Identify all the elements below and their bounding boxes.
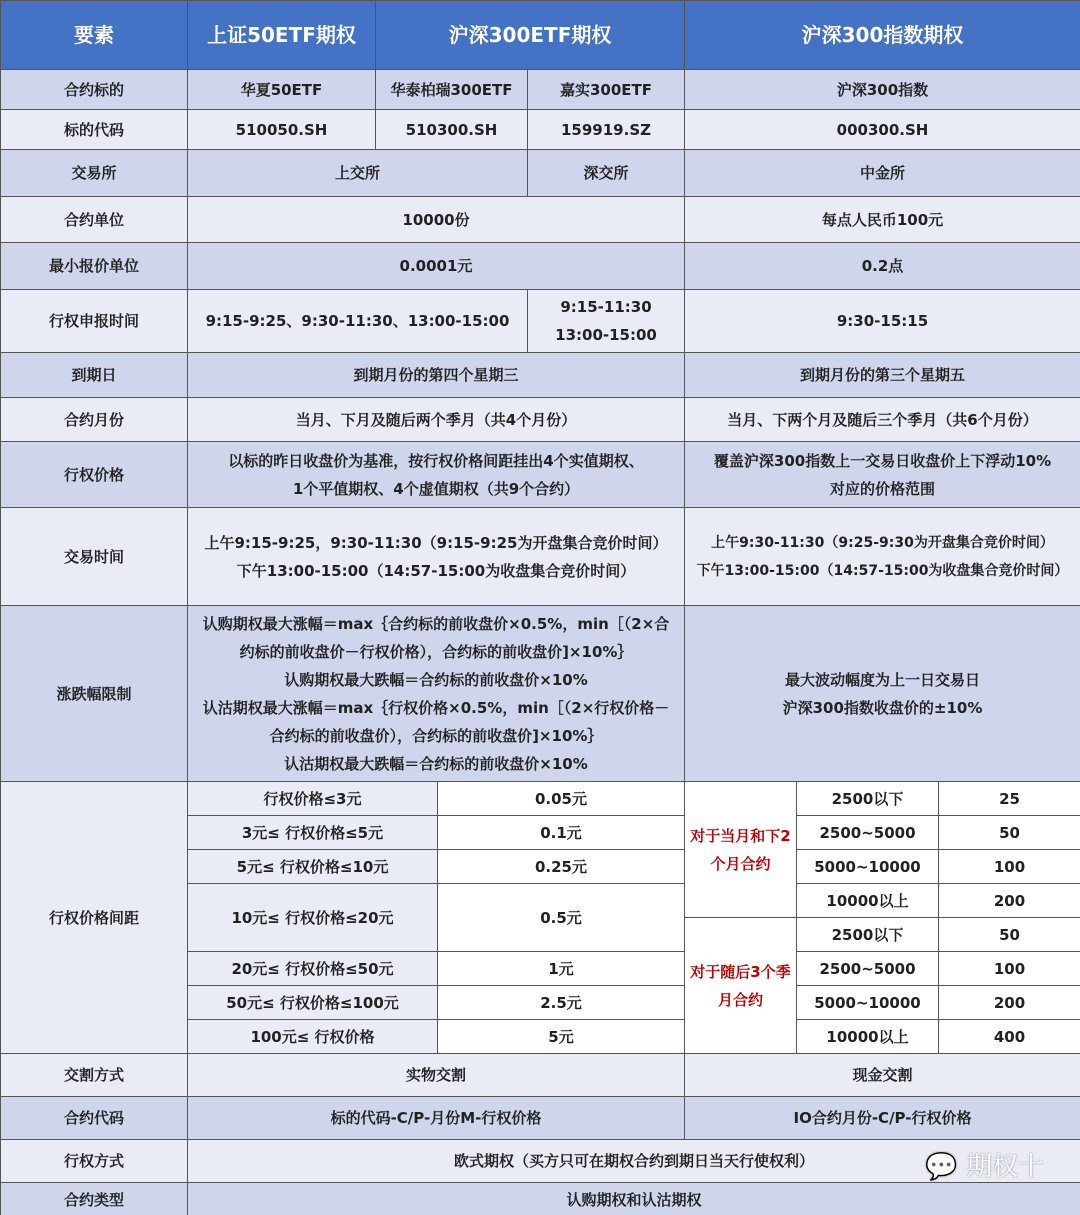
row-label: 合约类型 — [1, 1183, 188, 1215]
cell: 510050.SH — [188, 110, 376, 150]
cell: 以标的昨日收盘价为基准，按行权价格间距挂出4个实值期权、 — [228, 451, 644, 470]
cell: 约标的前收盘价－行权价格），合约标的前收盘价]×10%｝ — [239, 642, 633, 661]
cell: 10000以上 — [797, 1020, 939, 1054]
cell: 1个平值期权、4个虚值期权（共9个合约） — [292, 479, 580, 498]
cell: 实物交割 — [188, 1054, 685, 1097]
cell: 20元≤ 行权价格≤50元 — [188, 952, 438, 986]
cell: 认购期权最大涨幅＝max｛合约标的前收盘价×0.5%，min［（2×合 — [202, 614, 670, 633]
cell — [685, 442, 1080, 508]
cell: 欧式期权（买方只可在期权合约到期日当天行使权利） — [188, 1140, 1080, 1183]
cell: 0.0001元 — [188, 243, 685, 290]
cell: 行权价格≤3元 — [188, 782, 438, 816]
row-label: 合约代码 — [1, 1097, 188, 1140]
cell: 25 — [939, 782, 1080, 816]
cell: 159919.SZ — [528, 110, 685, 150]
cell: 对应的价格范围 — [830, 479, 936, 498]
cell: 5元 — [438, 1020, 685, 1054]
cell — [685, 606, 1080, 782]
cell: 200 — [939, 884, 1080, 918]
cell: 上交所 — [188, 150, 528, 197]
cell: 华泰柏瑞300ETF — [376, 70, 528, 110]
row-label: 交割方式 — [1, 1054, 188, 1097]
cell: 0.25元 — [438, 850, 685, 884]
cell: 100 — [939, 952, 1080, 986]
cell: 13:00-15:00 — [555, 326, 657, 344]
cell: 10元≤ 行权价格≤20元 — [188, 884, 438, 952]
cell: 下午13:00-15:00（14:57-15:00为收盘集合竞价时间） — [696, 562, 1069, 579]
row-label: 涨跌幅限制 — [1, 606, 188, 782]
cell: 5000~10000 — [797, 986, 939, 1020]
cell: 2.5元 — [438, 986, 685, 1020]
cell — [188, 508, 685, 606]
cell: 最大波动幅度为上一日交易日 — [785, 670, 981, 689]
cell: 认购期权最大跌幅＝合约标的前收盘价×10% — [284, 670, 588, 689]
row-label: 交易所 — [1, 150, 188, 197]
cell — [188, 606, 685, 782]
cell: IO合约月份-C/P-行权价格 — [685, 1097, 1080, 1140]
row-label: 合约月份 — [1, 398, 188, 442]
group-label: 对于随后3个季月合约 — [685, 918, 797, 1054]
cell: 华夏50ETF — [188, 70, 376, 110]
cell: 50 — [939, 918, 1080, 952]
cell: 100元≤ 行权价格 — [188, 1020, 438, 1054]
cell: 3元≤ 行权价格≤5元 — [188, 816, 438, 850]
header-300etf: 沪深300ETF期权 — [376, 1, 685, 70]
cell: 400 — [939, 1020, 1080, 1054]
cell: 0.05元 — [438, 782, 685, 816]
group-label: 对于当月和下2个月合约 — [685, 782, 797, 918]
cell: 到期月份的第四个星期三 — [188, 353, 685, 398]
cell: 000300.SH — [685, 110, 1080, 150]
cell — [528, 290, 685, 353]
cell: 嘉实300ETF — [528, 70, 685, 110]
cell: 沪深300指数收盘价的±10% — [782, 698, 983, 717]
row-label: 交易时间 — [1, 508, 188, 606]
cell: 覆盖沪深300指数上一交易日收盘价上下浮动10% — [713, 451, 1052, 470]
cell — [685, 508, 1080, 606]
cell: 合约标的前收盘价），合约标的前收盘价]×10%｝ — [269, 726, 603, 745]
cell: 认沽期权最大涨幅＝max｛行权价格×0.5%，min［（2×行权价格－ — [202, 698, 670, 717]
cell: 10000份 — [188, 197, 685, 243]
cell: 50元≤ 行权价格≤100元 — [188, 986, 438, 1020]
row-label: 行权方式 — [1, 1140, 188, 1183]
cell: 200 — [939, 986, 1080, 1020]
cell: 标的代码-C/P-月份M-行权价格 — [188, 1097, 685, 1140]
cell: 2500~5000 — [797, 816, 939, 850]
cell — [188, 442, 685, 508]
cell: 50 — [939, 816, 1080, 850]
cell: 当月、下两个月及随后三个季月（共6个月份） — [685, 398, 1080, 442]
cell: 到期月份的第三个星期五 — [685, 353, 1080, 398]
row-label: 最小报价单位 — [1, 243, 188, 290]
cell: 0.5元 — [438, 884, 685, 952]
cell: 0.1元 — [438, 816, 685, 850]
header-50etf: 上证50ETF期权 — [188, 1, 376, 70]
cell: 5000~10000 — [797, 850, 939, 884]
cell: 9:30-15:15 — [685, 290, 1080, 353]
cell: 510300.SH — [376, 110, 528, 150]
cell: 2500以下 — [797, 918, 939, 952]
cell: 认购期权和认沽期权 — [188, 1183, 1080, 1215]
cell: 100 — [939, 850, 1080, 884]
cell: 期权十 — [965, 1152, 1044, 1182]
header-300index: 沪深300指数期权 — [685, 1, 1080, 70]
cell: 1元 — [438, 952, 685, 986]
row-label: 行权申报时间 — [1, 290, 188, 353]
cell: 每点人民币100元 — [685, 197, 1080, 243]
cell: 2500~5000 — [797, 952, 939, 986]
row-label: 合约单位 — [1, 197, 188, 243]
cell: 2500以下 — [797, 782, 939, 816]
cell: 现金交割 — [685, 1054, 1080, 1097]
cell: 下午13:00-15:00（14:57-15:00为收盘集合竞价时间） — [236, 561, 636, 580]
header-element: 要素 — [1, 1, 188, 70]
cell: 当月、下月及随后两个季月（共4个月份） — [188, 398, 685, 442]
cell: 中金所 — [685, 150, 1080, 197]
row-label: 合约标的 — [1, 70, 188, 110]
row-label: 到期日 — [1, 353, 188, 398]
cell: 0.2点 — [685, 243, 1080, 290]
wechat-icon: 💬 — [925, 1152, 958, 1182]
cell: 5元≤ 行权价格≤10元 — [188, 850, 438, 884]
cell: 沪深300指数 — [685, 70, 1080, 110]
cell: 10000以上 — [797, 884, 939, 918]
cell: 上午9:15-9:25，9:30-11:30（9:15-9:25为开盘集合竞价时间） — [204, 533, 668, 552]
cell: 9:15-11:30 — [560, 298, 652, 316]
watermark — [925, 1146, 1044, 1183]
cell: 深交所 — [528, 150, 685, 197]
cell: 认沽期权最大跌幅＝合约标的前收盘价×10% — [284, 754, 588, 773]
cell: 上午9:30-11:30（9:25-9:30为开盘集合竞价时间） — [711, 534, 1054, 551]
row-label: 行权价格 — [1, 442, 188, 508]
row-label: 标的代码 — [1, 110, 188, 150]
row-label: 行权价格间距 — [1, 782, 188, 1054]
cell: 9:15-9:25、9:30-11:30、13:00-15:00 — [188, 290, 528, 353]
